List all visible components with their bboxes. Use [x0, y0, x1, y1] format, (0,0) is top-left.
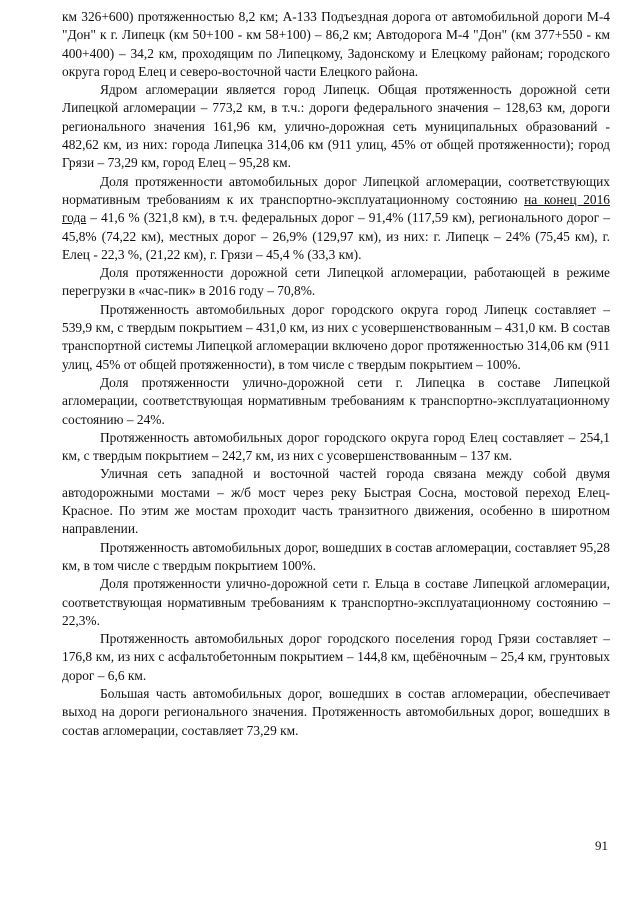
document-body	[62, 8, 610, 740]
paragraph-elets-normative: Доля протяженности улично-дорожной сети г. Ельца в составе Липецкой агломерации, соответствующая нормативным требованиям к транспортно-эксплуатационному состоянию – 22,3%.	[62, 576, 610, 628]
page-number: 91	[595, 838, 608, 853]
underlined-date-phrase: на конец 2016 года	[62, 191, 610, 226]
paragraph-agglomeration-core: Ядром агломерации является город Липецк. Общая протяженность дорожной сети Липецкой агломерации – 773,2 км, в т.ч.: дороги федерального значения – 128,63 км, дороги регионального значения 161,96 км, улично-дорожная сеть муниципальных образований - 482,62 км, из них: города Липецка 314,06 км (911 улиц, 45% от общей протяженности); город Грязи – 73,29 км, город Елец – 95,28 км.	[62, 82, 610, 171]
paragraph-peak-overload: Доля протяженности дорожной сети Липецкой агломерации, работающей в режиме перегрузки в «час-пик» в 2016 году – 70,8%.	[62, 265, 610, 299]
paragraph-elets-agglomeration: Протяженность автомобильных дорог, вошедших в состав агломерации, составляет 95,28 км, в том числе с твердым покрытием 100%.	[62, 539, 610, 573]
paragraph-gryazi-length: Протяженность автомобильных дорог городского поселения город Грязи составляет – 176,8 км, из них с асфальтобетонным покрытием – 144,8 км, щебёночным – 25,4 км, грунтовых дорог – 6,6 км.	[62, 631, 610, 683]
paragraph-elets-length: Протяженность автомобильных дорог городского округа город Елец составляет – 254,1 км, с твердым покрытием – 242,7 км, из них с усовершенствованным – 137 км.	[62, 429, 610, 464]
paragraph-gryazi-agglomeration: Большая часть автомобильных дорог, вошедших в состав агломерации, обеспечивает выход на дороги регионального значения. Протяженность автомобильных дорог, вошедших в состав агломерации, составляет 73,29 км.	[62, 685, 610, 738]
paragraph-lipetsk-normative: Доля протяженности улично-дорожной сети г. Липецка в составе Липецкой агломерации, соответствующая нормативным требованиям к транспортно-эксплуатационному состоянию – 24%.	[62, 374, 610, 427]
paragraph-lipetsk-length: Протяженность автомобильных дорог городского округа город Липецк составляет – 539,9 км, с твердым покрытием – 431,0 км, из них с усовершенствованным – 431,0 км. В состав транспортной системы Липецкой агломерации включено дорог протяженностью 314,06 км (911 улиц, 45% от общей протяженности), в том числе с твердым покрытием – 100%.	[62, 301, 610, 372]
paragraph-road-list: км 326+600) протяженностью 8,2 км; А-133 Подъездная дорога от автомобильной дороги М-4 "Дон" к г. Липецк (км 50+100 - км 58+100) – 86,2 км; Автодорога М-4 "Дон" (км 377+550 - км 400+400) – 34,2 км, проходящим по Липецкому, Задонскому и Елецкому районам; городского округа город Елец и северо-восточной части Елецкого района.	[62, 9, 610, 79]
paragraph-normative-share-lead: Доля протяженности автомобильных дорог Липецкой агломерации, соответствующих нормативным требованиям к их транспортно-эксплуатационному состоянию	[62, 173, 610, 207]
paragraph-normative-share-rest: – 41,6 % (321,8 км), в т.ч. федеральных дорог – 91,4% (117,59 км), регионального дорог – 45,8% (74,22 км), местных дорог – 26,9% (129,97 км), из них: г. Липецк – 24% (75,45 км), г. Елец - 22,3 %, (21,22 км), г. Грязи – 45,4 % (33,3 км).	[62, 210, 610, 262]
paragraph-normative-share	[62, 173, 610, 264]
paragraph-elets-bridges: Уличная сеть западной и восточной частей города связана между собой двумя автодорожными мостами – ж/б мост через реку Быстрая Сосна, мостовой переход Елец-Красное. По этим же мостам проходит часть транзитного движения, особенно в широтном направлении.	[62, 466, 610, 537]
